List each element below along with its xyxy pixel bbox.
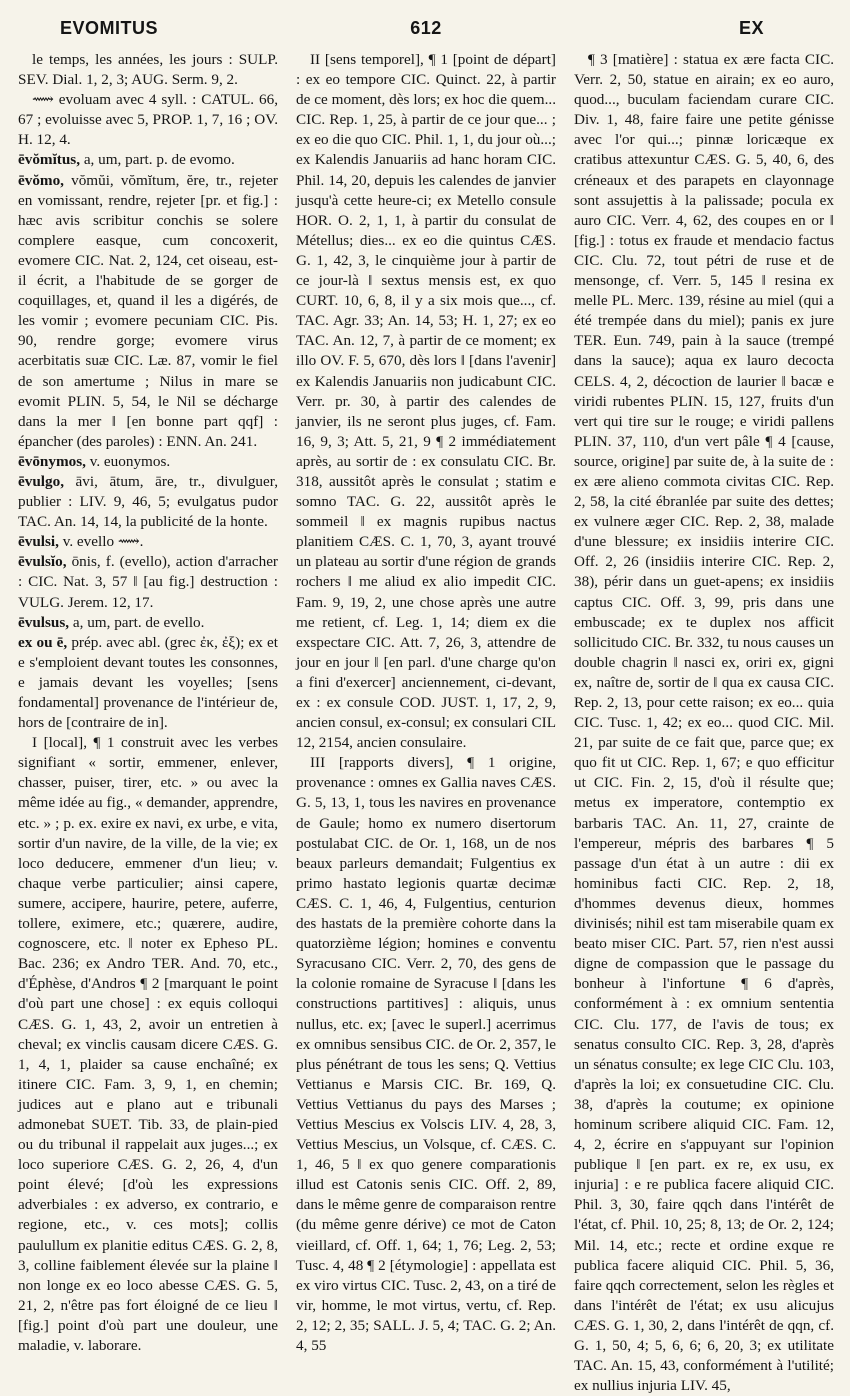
entry-paragraph [18, 733, 278, 1356]
dictionary-entry [18, 150, 278, 170]
column-3 [574, 50, 834, 1395]
headword: ēvulsĭo, [18, 553, 67, 571]
entry-text: v. evello ⟿. [58, 533, 144, 551]
headword: ex ou ē, [18, 633, 68, 651]
dictionary-entry [18, 472, 278, 532]
entry-text: prép. avec abl. (grec ἐκ, ἐξ); ex et e s'emploient devant toutes les consonnes, e jamais devant les voyelles; [sens fondamental] provenance de l'intérieur de, hors de [contraire de in]. [18, 633, 278, 732]
entry-text: vŏmŭi, vŏmĭtum, ĕre, tr., rejeter en vomissant, rendre, rejeter [pr. et fig.] : hæc avis scribitur conchis se solere complere easque, cum concoxerit, evomere CIC. Nat. 2, 124, cet oiseau, est-il écrit, a l'habitude de se gorger de coquillages, et, quand il les a digérés, de les vomir ; evomere pecuniam CIC. Pis. 90, rendre gorge; evomere virus acerbitatis suæ CIC. Læ. 87, vomir le fiel de son amertume ; Nilus in mare se evomit PLIN. 5, 54, le Nil se décharge dans la mer ‖ [en bonne part qqf] : épancher (des paroles) : ENN. An. 241. [18, 171, 278, 450]
headword: ēvōnymos, [18, 452, 86, 470]
dictionary-entry [18, 613, 278, 633]
entry-text: v. euonymos. [85, 452, 171, 470]
entry-paragraph [296, 753, 556, 1356]
entry-text: ōnis, f. (evello), action d'arracher : CIC. Nat. 3, 57 ‖ [au fig.] destruction : VULG. Jerem. 12, 17. [18, 553, 278, 611]
column-1 [18, 50, 278, 1354]
entry-paragraph [18, 50, 278, 90]
page-number: 612 [410, 18, 442, 38]
entry-paragraph [18, 90, 278, 150]
running-head-left: EVOMITUS [60, 18, 159, 38]
headword: ēvulsi, [18, 533, 59, 551]
entry-text: a, um, part. p. de evomo. [80, 151, 235, 169]
entry-text: āvi, ātum, āre, tr., divulguer, publier : LIV. 9, 46, 5; evulgatus pudor TAC. An. 14, 14, la publicité de la honte. [18, 472, 278, 531]
headword: ēvulsus, [18, 613, 70, 631]
dictionary-entry [18, 452, 278, 472]
entry-text: le temps, les années, les jours : SULP. SEV. Dial. 1, 2, 3; AUG. Serm. 9, 2. [18, 51, 278, 89]
entry-text: a, um, part. de evello. [69, 613, 205, 631]
entry-paragraph [574, 50, 834, 1396]
dictionary-entry [18, 532, 278, 552]
entry-text: I [local], ¶ 1 construit avec les verbes signifiant « sortir, emmener, enlever, chasser, puiser, tirer, etc. » ou avec la même idée au fig., « demander, apprendre, etc. » ; p. ex. exire ex navi, ex urbe, e vita, sortir d'un navire, de la ville, de la vie; ex loco deducere, emmener d'un lieu; v. chaque verbe particulier; ainsi capere, sumere, accipere, haurire, petere, auferre, tollere, eximere, etc.; quærere, audire, cognoscere, etc. ‖ noter ex Epheso PL. Bac. 236; ex Andro TER. And. 70, etc., d'Éphèse, d'Andros ¶ 2 [marquant le point d'où part une chose] : ex equis colloqui CÆS. G. 1, 43, 2, avoir un entretien à cheval; ex vinclis causam dicere CÆS. G. 1, 4, 1, plaider sa cause enchaîné; ex itinere CIC. Fam. 3, 9, 1, en chemin; judices aut e plano aut e tribunali admonebat SUET. Tib. 33, de plain-pied ou du tribunal il rappelait aux juges...; ex loco superiore CÆS. G. 2, 26, 4, d'un point élevé; [d'où les expressions adverbiales : ex adverso, ex contrario, e regione, etc., v. ces mots]; collis paulullum ex planitie editus CÆS. G. 2, 8, 3, colline faiblement élevée sur la plaine ‖ non longe ex eo loco abesse CÆS. G. 5, 21, 2, n'être pas fort éloigné de ce lieu ‖ [fig.] point d'où part une douleur, une maladie, v. laborare. [18, 734, 278, 1354]
headword: ēvŏmo, [18, 171, 64, 189]
headword: ēvulgo, [18, 472, 64, 490]
entry-text: ¶ 3 [matière] : statua ex ære facta CIC. Verr. 2, 50, statue en airain; ex eo auro, quod..., buculam faciendam curare CIC. Div. 1, 48, faire faire une petite génisse avec l'or qui...; pinnæ loricæque ex cratibus attexuntur CÆS. G. 5, 40, 6, des créneaux et des parapets en clayonnage sont assujettis à la palissade; pocula ex auro CIC. Verr. 4, 62, des coupes en or ‖ [fig.] : totus ex fraude et mendacio factus CIC. Clu. 72, tout pétri de ruse et de mensonge, cf. Verr. 5, 145 ‖ resina ex melle PL. Merc. 139, résine au miel (qui a été trempée dans du miel); panis ex jure TER. Eun. 749, pain à la sauce (trempé dans la sauce); aqua ex lauro decocta CELS. 4, 2, décoction de laurier ‖ bacæ e viridi rubentes PLIN. 15, 127, fruits d'un vert qui tire sur le rouge; e viridi pallens PLIN. 37, 110, d'un vert pâle ¶ 4 [cause, source, origine] par suite de, à la suite de : ex ære alieno commota civitas CIC. Rep. 2, 58, la cité ébranlée par suite des dettes; ex vulnere æger CIC. Rep. 2, 38, malade d'une blessure; ex insidiis interire CIC. Off. 2, 26 (insidiis interire CIC. Rep. 2, 38), périr dans un guet-apens; ex insidiis captus CIC. Off. 3, 99, pris dans une embuscade; ex te duplex nos afficit sollicitudo CIC. Br. 332, tu nous causes un double chagrin ‖ nasci ex, oriri ex, gigni ex, naître de, sortir de ‖ qua ex causa CIC. Rep. 2, 13, pour cette raison; ex eo... quia CIC. Tusc. 1, 42; ex eo... quod CIC. Mil. 21, par suite de ce fait que, parce que; ex quo fit ut CIC. Rep. 1, 67; e quo efficitur ut CIC. Fin. 2, 15, d'où il résulte que; metus ex imperatore, contemptio ex barbaris TAC. An. 11, 27, crainte de l'empereur, mépris des barbares ¶ 5 passage d'un état à un autre : dii ex hominibus facti CIC. Rep. 2, 18, d'hommes devenus dieux, hommes divinisés; nihil est tam miserabile quam ex beato miser CIC. Part. 57, rien n'est aussi digne de compassion que le passage du bonheur à l'infortune ¶ 6 d'après, conformément à : ex omnium sententia CIC. Clu. 177, de l'avis de tous; ex senatus consulto CIC. Rep. 3, 28, d'après un sénatus consulte; ex lege CIC Clu. 103, d'après la loi; ex consuetudine CIC. Clu. 38, d'après la coutume; ex opinione hominum scribere aliquid CIC. Fam. 12, 4, 2, écrire en s'appuyant sur l'opinion publique ‖ [en part. ex re, ex usu, ex injuria] : e re publica facere aliquid CIC. Phil. 3, 30, faire qqch dans l'intérêt de l'état, cf. Phil. 10, 25; 8, 13; de Or. 2, 124; Mil. 14, etc.; recte et ordine exque re publica facere aliquid CIC. Phil. 5, 36, faire qqch correctement, selon les règles et dans l'intérêt de l'état; ex usu alicujus CÆS. G. 1, 30, 2, dans l'intérêt de qqn, cf. G. 1, 50, 4; 5, 6, 6; 6, 20, 3; ex utilitate TAC. An. 15, 43, conformément à l'utilité; ex nullius injuria LIV. 45, [574, 51, 834, 1395]
running-head-right: EX [738, 18, 764, 38]
page-header [18, 14, 834, 44]
entry-text: ⟿ evoluam avec 4 syll. : CATUL. 66, 67 ; evoluisse avec 5, PROP. 1, 7, 16 ; OV. H. 12, 4. [18, 91, 278, 149]
dictionary-entry [18, 552, 278, 612]
entry-text: II [sens temporel], ¶ 1 [point de départ] : ex eo tempore CIC. Quinct. 22, à partir de ce moment, dès lors; ex hoc die quem... CIC. Rep. 1, 25, à partir de ce jour que... ; ex eo die quo CIC. Phil. 1, 1, du jour où...; ex Kalendis Januariis ad hanc horam CIC. Phil. 14, 20, depuis les calendes de janvier jusqu'à cette heure-ci; ex Metello consule HOR. O. 2, 1, 1, à partir du consulat de Métellus; dies... ex eo die quintus CÆS. G. 1, 42, 3, le cinquième jour à partir de ce jour-là ‖ sextus mensis est, ex quo CURT. 10, 6, 8, il y a six mois que..., cf. TAC. Agr. 33; An. 14, 53; H. 1, 27; ex eo TAC. An. 12, 7, à partir de ce moment; ex illo OV. F. 5, 670, dès lors ‖ [dans l'avenir] ex Kalendis Januariis non judicabunt CIC. Verr. pr. 30, à partir des calendes de janvier, ils ne seront plus juges, cf. Fam. 16, 9, 3; Att. 5, 21, 9 ¶ 2 immédiatement après, au sortir de : ex consulatu CIC. Br. 318, aussitôt après le consulat ; statim e somno TAC. G. 22, aussitôt après le sommeil ‖ ex magnis rupibus nactus planitiem CÆS. C. 1, 70, 3, ayant trouvé un plateau au sortir d'une région de grands rochers ‖ me aliud ex alio impedit CIC. Fam. 9, 19, 2, une chose après une autre me retient, cf. Leg. 1, 14; diem ex die exspectare CIC. Att. 7, 26, 3, attendre de jour en jour ‖ [en parl. d'une charge qu'on a fini d'exercer] anciennement, ci-devant, ex : ex consule COD. JUST. 1, 17, 2, 9, ancien consul, ex-consul; ex consulari CIL 12, 2154, ancien consulaire. [296, 51, 556, 752]
dictionary-entry [18, 171, 278, 452]
entry-paragraph [296, 50, 556, 753]
headword: ēvŏmĭtus, [18, 151, 81, 169]
column-2 [296, 50, 556, 1354]
dictionary-entry [18, 633, 278, 733]
entry-text: III [rapports divers], ¶ 1 origine, provenance : omnes ex Gallia naves CÆS. G. 5, 13, 1, tous les navires en provenance de Gaule; homo ex numero disertorum postulabat CIC. de Or. 1, 168, un de nos beaux parleurs demandait; Fulgentius ex primo hastato legionis quartæ decimæ CÆS. C. 1, 46, 4, Fulgentius, centurion des hastats de la première cohorte dans la quatorzième légion; homines e conventu Syracusano CIC. Verr. 2, 70, des gens de la colonie romaine de Syracuse ‖ [dans les constructions partitives] : aliquis, unus nullus, etc. ex; [avec le superl.] acerrimus ex omnibus sensibus CIC. de Or. 2, 357, le plus pénétrant de tous les sens; Q. Vettius Vettianus e Marsis CIC. Br. 169, Q. Vettius Vettianus du pays des Marses ; Vettius Mescius ex Volscis LIV. 4, 28, 3, Vettius Mescius, un Volsque, cf. CÆS. C. 1, 46, 5 ‖ ex quo genere comparationis illud est Catonis senis CIC. Off. 2, 89, dans le même genre de comparaison rentre (du même genre dérive) ce mot de Caton vieillard, cf. Off. 1, 64; 1, 76; Leg. 2, 53; Tusc. 4, 48 ¶ 2 [étymologie] : appellata est ex viro virtus CIC. Tusc. 2, 43, on a tiré de vir, homme, le mot virtus, vertu, cf. Rep. 2, 12; 2, 35; SALL. J. 5, 4; TAC. G. 2; An. 4, 55 [296, 754, 556, 1354]
text-columns [18, 50, 834, 1395]
